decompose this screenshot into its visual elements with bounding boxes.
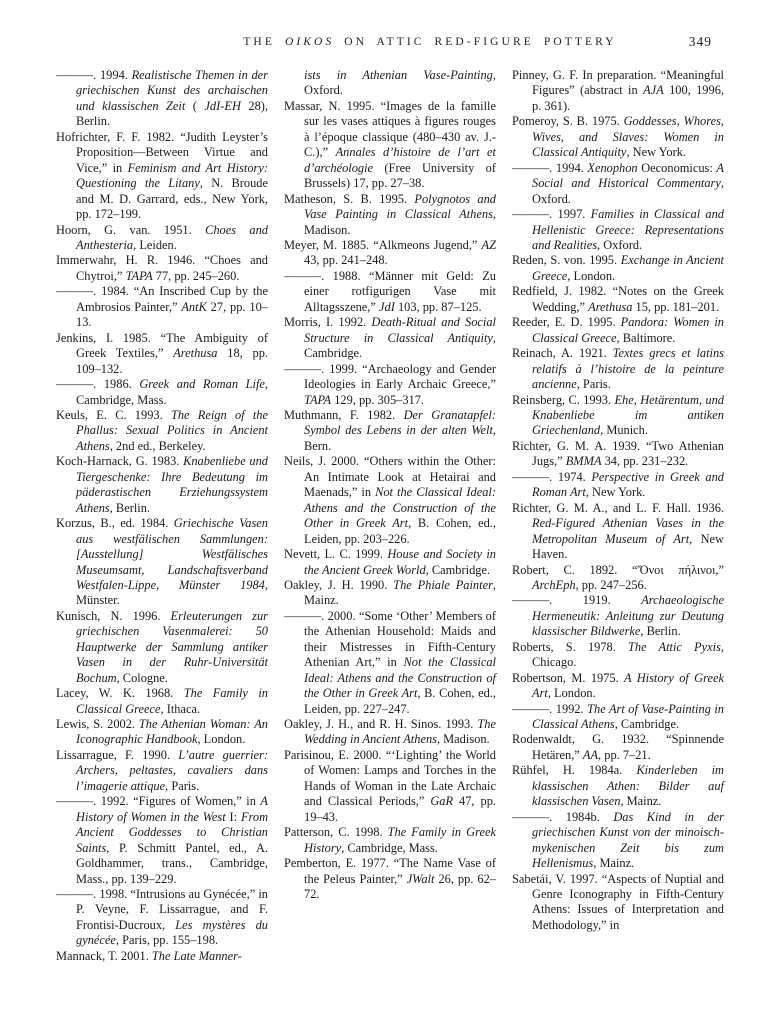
bibliography-entry [284, 856, 496, 902]
page-title [100, 36, 760, 48]
entry-text: Korzus, B., ed. 1984. [56, 516, 174, 531]
entry-text: , Cambridge, Mass. [341, 840, 438, 855]
entry-text-italic: The Wedding in Ancient Athens [304, 717, 496, 747]
entry-text-italic: Archaeologische Hermeneutik: Anleitung zur Deutung klassischer Bildwerke [532, 593, 724, 639]
entry-text: 100, 1996, p. 361). [532, 83, 724, 113]
bibliography-entry [56, 717, 268, 748]
bibliography-entry [512, 393, 724, 439]
entry-text-italic: Xenophon [587, 160, 638, 175]
entry-text-italic: Not the Classical Ideal: Athens and the Construction of the Other in Greek Art [304, 655, 496, 701]
entry-text-italic: ists in Athenian Vase-Painting [304, 68, 493, 82]
entry-text: , Mainz. [593, 856, 635, 871]
entry-text-italic: The Phiale Painter [393, 577, 493, 592]
entry-text-italic: TAPA [304, 392, 332, 407]
entry-text-italic: The Family in Classical Greece [76, 686, 268, 716]
bibliography-entry [56, 68, 268, 130]
entry-text: Immerwahr, H. R. 1946. “Choes and Chytroi,” [56, 253, 268, 283]
entry-text: Keuls, E. C. 1993. [56, 407, 171, 422]
bibliography-entry [284, 68, 496, 99]
entry-text: (Free University of Brussels) 17, pp. 27–38. [304, 160, 496, 191]
bibliography-entry [512, 501, 724, 563]
bibliography-entry [284, 238, 496, 269]
entry-text: 103, pp. 87–125. [394, 299, 482, 314]
entry-text: 47, pp. 19–43. [304, 794, 497, 824]
entry-text: Reeder, E. D. 1995. [512, 315, 621, 330]
bibliography-entry [512, 439, 724, 470]
entry-text: , Berlin. [640, 624, 681, 639]
entry-text: ———. 1998. “Intrusions au Gynécée,” in P. Veyne, F. Lissarrague, and F. Frontisi-Ducroux, [56, 887, 268, 932]
page-title-oikos: OIKOS [284, 36, 335, 48]
entry-text: , New York. [626, 145, 686, 160]
bibliography-entry [56, 794, 268, 887]
bibliography-entry [512, 207, 724, 253]
bibliography-entry [284, 578, 496, 609]
bibliography-entry [512, 732, 724, 763]
bibliography-entry [512, 315, 724, 346]
entry-text: ———. 1984. “An Inscribed Cup by the Ambrosios Painter,” [56, 284, 268, 314]
entry-text-italic: JWalt [406, 871, 435, 886]
bibliography-entry [284, 609, 496, 717]
entry-text: , B. Cohen, ed., Leiden, pp. 227–247. [304, 686, 496, 716]
entry-text: , Cambridge. [614, 717, 680, 732]
entry-text: Richter, G. M. A. 1939. “Two Athenian Jugs,” [512, 438, 724, 469]
entry-text: 129, pp. 305–317. [331, 392, 425, 407]
entry-text: Sabetái, V. 1997. “Aspects of Nuptial and Genre Iconography in Fifth-Century Athens: Issues of Interpretation and Methodology,” in [512, 871, 724, 932]
entry-text: ———. 1988. “Männer mit Geld: Zu einer rotfigurigen Vase mit Alltagsszene,” [284, 268, 496, 314]
entry-text-italic: Polygnotos and Vase Painting in Classical Athens [304, 191, 497, 222]
entry-text-italic: Exchange in Ancient Greece [532, 253, 724, 283]
bibliography-entry [284, 717, 496, 748]
entry-text: ———. 1984b. [512, 809, 614, 824]
bibliography-entry [284, 99, 496, 192]
bibliography-entry [512, 470, 724, 501]
entry-text-italic: Red-Figured Athenian Vases in the Metropolitan Museum of Art [532, 516, 724, 546]
bibliography-entry [512, 872, 724, 934]
entry-text: , Madison. [436, 732, 490, 747]
entry-text-italic: Greek and Roman Life [139, 377, 265, 392]
entry-text-italic: BMMA [565, 454, 602, 469]
entry-text: , Munich. [600, 423, 648, 438]
bibliography-entry [284, 408, 496, 454]
entry-text: Nevett, L. C. 1999. [284, 547, 388, 562]
entry-text: , Cologne. [116, 670, 168, 685]
entry-text-italic: Pandora: Women in Classical Greece [532, 315, 724, 345]
bibliography-entry [284, 748, 496, 825]
entry-text: Massar, N. 1995. “Images de la famille sur les vases attiques à figures rouges à l’époque classique (480–430 av. J.-C.),” [284, 98, 496, 160]
entry-text: , New York. [585, 485, 646, 500]
entry-text-italic: L’autre guerrier: Archers, peltastes, cavaliers dans l’imagerie attique [76, 747, 269, 793]
entry-text: ———. 2000. “Some ‘Other’ Members of the Athenian Household: Maids and their Mistresses in Fifth-Century Athenian Art,” in [284, 608, 496, 670]
entry-text: , Paris, pp. 155–198. [115, 933, 219, 948]
page-title-pre: THE [243, 36, 285, 48]
entry-text-italic: A History of Women in the West [76, 794, 268, 824]
page-number: 349 [688, 34, 712, 49]
entry-text: , Madison. [304, 207, 496, 237]
entry-text-italic: Griechische Vasen aus westfälischen Sammlungen: [Ausstellung] Westfälisches Museumsamt, Landschaftsverband Westfalen-Lippe, Münster 1984 [76, 516, 268, 592]
entry-text: Oeconomicus: [637, 160, 717, 175]
bibliography-entry [56, 609, 268, 686]
entry-text: ———. 1919. [512, 593, 642, 608]
entry-text-italic: Death-Ritual and Social Structure in Classical Antiquity [304, 315, 496, 345]
entry-text: Lewis, S. 2002. [56, 717, 139, 732]
bibliography-columns [56, 68, 724, 964]
entry-text: Rühfel, H. 1984a. [512, 763, 637, 778]
entry-text: Pinney, G. F. In preparation. “Meaningful Figures” (abstract in [512, 68, 724, 98]
bibliography-entry [56, 331, 268, 377]
entry-text: Jenkins, I. 1985. “The Ambiguity of Greek Textiles,” [56, 330, 268, 361]
entry-text-italic: ArchEph [532, 577, 576, 592]
entry-text: , Bern. [304, 423, 496, 453]
entry-text: 28), Berlin. [76, 98, 268, 129]
bibliography-entry [284, 825, 496, 856]
entry-text: Parisinou, E. 2000. “‘Lighting’ the World of Women: Lamps and Torches in the Hands of Woman in the Late Archaic and Classical Periods,” [284, 747, 496, 809]
entry-text-italic: Knabenliebe und Tiergeschenke: Ihre Bedeutung im päderastischen Erziehungssystem Athens [76, 454, 268, 515]
entry-text-italic: A Social and Historical Commentary [532, 160, 724, 191]
entry-text: Neils, J. 2000. “Others within the Other: An Intimate Look at Hetairai and Maenads,” in [284, 454, 496, 500]
entry-text: ———. 1986. [56, 377, 140, 392]
entry-text-italic: From Ancient Goddesses to Christian Saints [76, 809, 269, 855]
entry-text: , 2nd ed., Berkeley. [109, 438, 206, 453]
entry-text: I: [225, 809, 241, 824]
entry-text: ———. 1994. [56, 68, 132, 82]
entry-text: Matheson, S. B. 1995. [284, 191, 415, 206]
entry-text: Muthmann, F. 1982. [284, 407, 404, 422]
entry-text: ———. 1992. [512, 701, 588, 716]
entry-text: , Paris. [576, 377, 611, 392]
entry-text: ———. 1992. “Figures of Women,” in [56, 794, 261, 809]
entry-text: ( [185, 98, 205, 113]
entry-text-italic: Das Kind in der griechischen Kunst von der minoisch-mykenischen Zeit bis zum Hellenismus [532, 809, 725, 871]
bibliography-entry [512, 702, 724, 733]
entry-text-italic: AZ [481, 237, 496, 252]
bibliography-entry [56, 949, 268, 964]
entry-text: Robertson, M. 1975. [512, 670, 625, 685]
entry-text: Richter, G. M. A., and L. F. Hall. 1936. [512, 500, 724, 515]
entry-text-italic: Choes and Anthesteria [76, 222, 268, 252]
bibliography-entry [284, 547, 496, 578]
entry-text: Patterson, C. 1998. [284, 825, 388, 840]
entry-text: , N. Broude and M. D. Garrard, eds., New York, pp. 172–199. [76, 176, 268, 222]
entry-text: Meyer, M. 1885. “Alkmeons Jugend,” [284, 237, 482, 252]
entry-text: Hoorn, G. van. 1951. [56, 222, 206, 237]
entry-text-italic: Textes grecs et latins relatifs à l’histoire de la peinture ancienne [532, 346, 724, 392]
entry-text: , pp. 247–256. [575, 577, 647, 592]
bibliography-entry [284, 454, 496, 547]
entry-text: , Baltimore. [616, 330, 676, 345]
bibliography-entry [512, 114, 724, 160]
entry-text: 26, pp. 62–72. [304, 871, 497, 902]
entry-text-italic: GaR [430, 794, 454, 809]
entry-text: ———. 1994. [512, 160, 588, 175]
entry-text: , Cambridge. [304, 330, 496, 361]
bibliography-entry [512, 563, 724, 594]
entry-text: Lacey, W. K. 1968. [56, 686, 184, 701]
entry-text: Morris, I. 1992. [284, 315, 372, 330]
entry-text: Reden, S. von. 1995. [512, 253, 621, 268]
entry-text: , London. [197, 732, 246, 747]
entry-text: , pp. 7–21. [598, 747, 651, 762]
bibliography-entry [56, 454, 268, 516]
running-head [0, 34, 760, 56]
bibliography-column-3 [512, 68, 724, 964]
entry-text-italic: Kinderleben im klassischen Athen: Bilder auf klassischen Vasen [532, 763, 724, 809]
entry-text-italic: The Attic Pyxis [627, 639, 721, 654]
bibliography-entry [284, 315, 496, 361]
bibliography-entry [56, 130, 268, 223]
bibliography-entry [56, 377, 268, 408]
entry-text-italic: Les mystères du gynécée [76, 917, 269, 948]
entry-text-italic: A History of Greek Art [532, 670, 724, 701]
entry-text-italic: Arethusa [173, 346, 218, 361]
bibliography-entry [512, 161, 724, 207]
bibliography-entry [56, 887, 268, 949]
entry-text: , B. Cohen, ed., Leiden, pp. 203–226. [304, 516, 496, 546]
bibliography-entry [56, 253, 268, 284]
entry-text: Oakley, J. H. 1990. [284, 577, 394, 592]
entry-text: , P. Schmitt Pantel, ed., A. Goldhammer, trans., Cambridge, Mass., pp. 139–229. [76, 840, 268, 886]
entry-text: , Oxford. [304, 68, 496, 98]
bibliography-entry [512, 640, 724, 671]
entry-text-italic: The Athenian Woman: An Iconographic Handbook [76, 717, 268, 747]
entry-text-italic: Perspective in Greek and Roman Art [532, 469, 724, 500]
bibliography-entry [284, 192, 496, 238]
entry-text: , Chicago. [532, 639, 724, 670]
entry-text: 27, pp. 10–13. [76, 299, 268, 330]
entry-text: ———. 1999. “Archaeology and Gender Ideologies in Early Archaic Greece,” [284, 361, 496, 392]
entry-text: , Paris. [165, 778, 200, 793]
entry-text-italic: The Late Manner- [151, 948, 242, 963]
bibliography-entry [512, 346, 724, 392]
entry-text: Rodenwaldt, G. 1932. “Spinnende Hetären,” [512, 732, 724, 762]
entry-text: Oakley, J. H., and R. H. Sinos. 1993. [284, 717, 478, 732]
entry-text-italic: Goddesses, Whores, Wives, and Slaves: Women in Classical Antiquity [532, 114, 725, 160]
entry-text-italic: Realistische Themen in der griechischen Kunst des archaischen und klassischen Zeit [76, 68, 268, 113]
entry-text: 34, pp. 231–232. [601, 454, 689, 469]
entry-text: , London. [547, 686, 596, 701]
entry-text-italic: JdI [379, 299, 395, 314]
bibliography-entry [56, 284, 268, 330]
entry-text-italic: AA [582, 747, 599, 762]
bibliography-entry [56, 223, 268, 254]
entry-text: Redfield, J. 1982. “Notes on the Greek Wedding,” [512, 284, 724, 314]
bibliography-entry [284, 362, 496, 408]
entry-text: , Leiden. [133, 237, 177, 252]
entry-text: 18, pp. 109–132. [76, 346, 268, 376]
page-title-post: ON ATTIC RED-FIGURE POTTERY [334, 36, 617, 48]
bibliography-entry [56, 516, 268, 609]
entry-text: Pomeroy, S. B. 1975. [512, 114, 624, 129]
entry-text: Robert, C. 1892. “Ὄνοι πήλινοι,” [512, 562, 724, 577]
entry-text-italic: JdI-EH [204, 98, 241, 113]
entry-text: , Ithaca. [160, 701, 201, 716]
entry-text: Hofrichter, F. F. 1982. “Judith Leyster’s Proposition—Between Virtue and Vice,” in [56, 129, 268, 175]
entry-text-italic: Families in Classical and Hellenistic Greece: Representations and Realities [532, 207, 724, 252]
bibliography-entry [512, 253, 724, 284]
entry-text: , Cambridge, Mass. [76, 377, 269, 407]
entry-text: Koch-Harnack, G. 1983. [56, 454, 184, 469]
bibliography-column-1 [56, 68, 268, 964]
entry-text: 77, pp. 245–260. [152, 268, 240, 283]
entry-text: , New Haven. [532, 531, 725, 562]
entry-text: ———. 1974. [512, 469, 592, 484]
bibliography-column-2 [284, 68, 496, 964]
entry-text-italic: TAPA [125, 268, 153, 283]
entry-text: , Mainz. [620, 794, 662, 809]
bibliography-entry [512, 68, 724, 114]
entry-text-italic: Ehe, Hetärentum, und Knabenliebe im antiken Griechenland [532, 392, 725, 438]
bibliography-entry [56, 408, 268, 454]
entry-text-italic: The Family in Greek History [304, 825, 496, 855]
entry-text: , Cambridge. [425, 562, 491, 577]
entry-text-italic: AJA [643, 83, 664, 98]
entry-text-italic: House and Society in the Ancient Greek World [304, 547, 496, 577]
entry-text-italic: Feminism and Art History: Questioning the Litany [76, 160, 269, 191]
bibliography-entry [512, 810, 724, 872]
entry-text: Mannack, T. 2001. [56, 948, 152, 963]
bibliography-entry [512, 284, 724, 315]
entry-text: , London. [567, 268, 616, 283]
entry-text: 43, pp. 241–248. [304, 253, 388, 268]
entry-text: Pemberton, E. 1977. “The Name Vase of the Peleus Painter,” [284, 856, 496, 886]
entry-text-italic: Erleuterungen zur griechischen Vasenmalerei: 50 Hauptwerke der Sammlung antiker Vasen in der Ruhr-Universität Bochum [76, 608, 268, 685]
entry-text: Roberts, S. 1978. [512, 639, 628, 654]
entry-text: , Oxford. [597, 237, 643, 252]
entry-text-italic: Annales d’histoire de l’art et d’archéologie [304, 145, 496, 175]
bibliography-entry [284, 269, 496, 315]
entry-text: Kunisch, N. 1996. [56, 608, 171, 623]
entry-text: Reinach, A. 1921. [512, 346, 613, 361]
entry-text-italic: Arethusa [588, 299, 633, 314]
entry-text: , Berlin. [109, 500, 150, 515]
entry-text-italic: AntK [181, 299, 207, 314]
entry-text-italic: The Reign of the Phallus: Sexual Politics in Ancient Athens [76, 407, 268, 453]
bibliography-entry [512, 671, 724, 702]
entry-text: Lissarrague, F. 1990. [56, 747, 179, 762]
entry-text-italic: Not the Classical Ideal: Athens and the Construction of the Other in Greek Art [304, 485, 496, 531]
bibliography-entry [56, 748, 268, 794]
bibliography-entry [56, 686, 268, 717]
entry-text: , Münster. [76, 577, 268, 608]
entry-text: , Oxford. [532, 176, 724, 206]
entry-text: ———. 1997. [512, 207, 591, 222]
entry-text-italic: The Art of Vase-Painting in Classical Athens [532, 701, 724, 732]
bibliography-entry [512, 593, 724, 639]
entry-text: 15, pp. 181–201. [632, 299, 720, 314]
entry-text: , Mainz. [304, 577, 496, 608]
bibliography-entry [512, 763, 724, 809]
entry-text: Reinsberg, C. 1993. [512, 392, 615, 407]
entry-text-italic: Der Granatapfel: Symbol des Lebens in der alten Welt [304, 407, 496, 438]
